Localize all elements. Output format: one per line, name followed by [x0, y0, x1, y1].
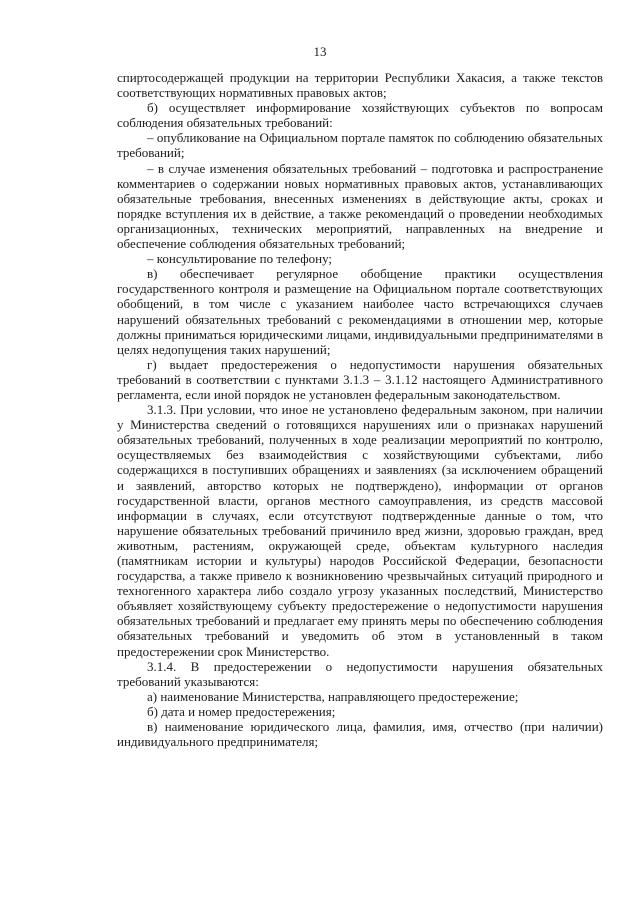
paragraph-continuation: спиртосодержащей продукции на территории Республики Хакасия, а также текстов соответствующих нормативных правовых актов; — [117, 70, 603, 101]
paragraph-item-v: в) обеспечивает регулярное обобщение практики осуществления государственного контроля и размещение на Официальном портале соответствующих обобщений, в том числе с указанием наиболее часто встречающихся случаев нарушений обязательных требований с рекомендациями в отношении мер, которые должны приниматься юридическими лицами, индивидуальными предпринимателями в целях недопущения таких нарушений; — [117, 266, 603, 357]
paragraph-3-1-4-b: б) дата и номер предостережения; — [147, 703, 336, 719]
paragraph-3-1-4: 3.1.4. В предостережении о недопустимости нарушения обязательных требований указываются: — [117, 658, 603, 689]
paragraph-item-b: б) осуществляет информирование хозяйствующих субъектов по вопросам соблюдения обязательных требований: — [117, 100, 603, 131]
paragraph-3-1-3: 3.1.3. При условии, что иное не установлено федеральным законом, при наличии у Министерства сведений о готовящихся нарушениях или о признаках нарушений обязательных требований, полученных в ходе реализации мероприятий по контролю, осуществляемых без взаимодействия с хозяйствующими субъектами, либо содержащихся в поступивших обращениях и заявлениях (за исключением обращений и заявлений, авторство которых не подтверждено), информации от органов государственной власти, органов местного самоуправления, из средств массовой информации в случаях, если отсутствуют подтвержденные данные о том, что нарушение обязательных требований причинило вред жизни, здоровью граждан, вред животным, растениям, окружающей среде, объектам культурного наследия (памятникам истории и культуры) народов Российской Федерации, безопасности государства, а также привело к возникновению чрезвычайных ситуаций природного и техногенного характера либо создало угрозу указанных последствий, Министерство объявляет хозяйствующему субъекту предостережение о недопустимости нарушения обязательных требований и предлагает ему принять меры по обеспечению соблюдения обязательных требований и уведомить об этом в установленный в таком предостережении срок Министерство. — [117, 402, 603, 659]
paragraph-dash-publication: – опубликование на Официальном портале памяток по соблюдению обязательных требований; — [117, 130, 603, 161]
page-number: 13 — [313, 44, 327, 59]
paragraph-3-1-4-v: в) наименование юридического лица, фамилия, имя, отчество (при наличии) индивидуального предпринимателя; — [117, 719, 603, 750]
paragraph-3-1-4-a: а) наименование Министерства, направляющего предостережение; — [147, 688, 519, 704]
paragraph-dash-phone: – консультирование по телефону; — [147, 251, 333, 267]
paragraph-dash-changes: – в случае изменения обязательных требований – подготовка и распространение комментариев о содержании новых нормативных правовых актов, устанавливающих обязательные требования, внесенных изменениях в действующие акты, сроках и порядке вступления их в действие, а также рекомендаций о проведении необходимых организационных, технических мероприятий, направленных на внедрение и обеспечение соблюдения обязательных требований; — [117, 160, 603, 252]
document-body — [117, 70, 603, 749]
paragraph-item-g: г) выдает предостережения о недопустимости нарушения обязательных требований в соответствии с пунктами 3.1.3 – 3.1.12 настоящего Административного регламента, если иной порядок не установлен федеральным законодательством. — [117, 356, 603, 402]
